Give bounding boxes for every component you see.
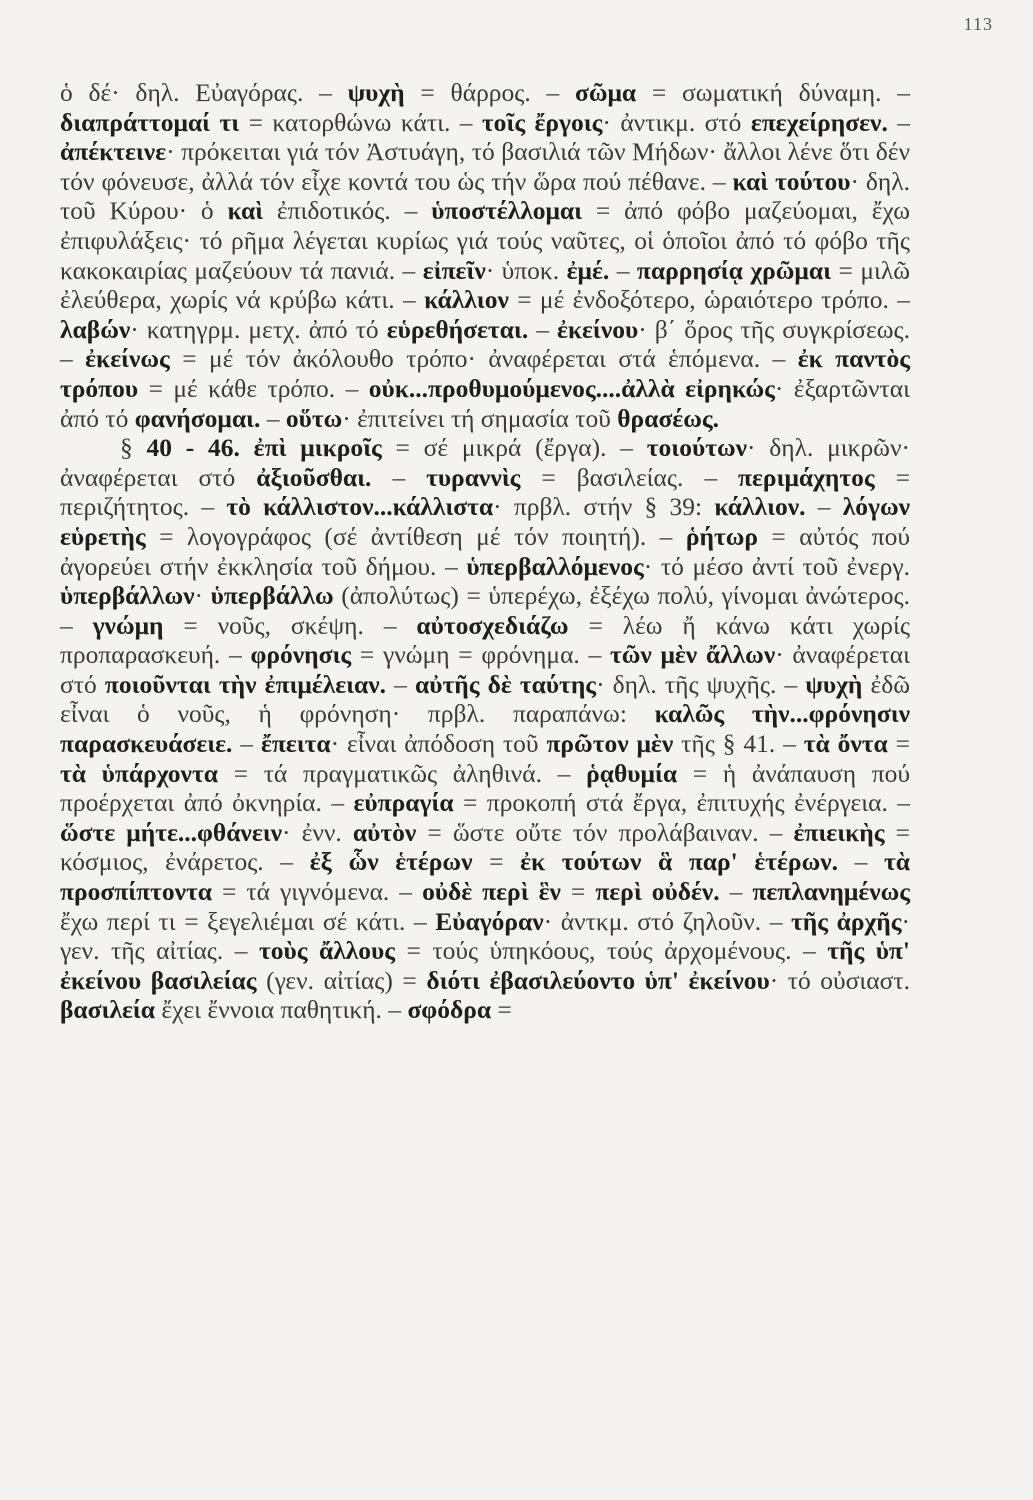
lemma-term: ἐκείνου: [556, 314, 639, 344]
lemma-term: τῆς ὑπ' ἐκείνου βασιλείας: [60, 936, 910, 995]
gloss-text: τῆς § 41. –: [673, 729, 804, 759]
gloss-text: · ἀναφέρεται στό: [60, 640, 910, 699]
gloss-text: · πρόκειται γιά τόν Ἀστυάγη, τό βασιλιά τῶν Μήδων· ἄλλοι λένε ὅτι δέν τόν φόνευσε, ἀλλά τόν εἶχε κοντά του ὡς τήν ὥρα πού πέθανε. –: [60, 137, 910, 196]
lemma-term: ψυχὴ: [347, 78, 405, 107]
lemma-term: ὑποστέλλομαι: [431, 196, 583, 226]
lemma-term: τυραννὶς: [426, 462, 521, 492]
lemma-term: ἐκ τούτων ἃ παρ' ἑτέρων.: [520, 847, 838, 877]
gloss-text: [240, 433, 254, 462]
lemma-term: πεπλανημένως: [752, 877, 910, 907]
lemma-term: τοὺς ἄλλους: [259, 936, 396, 966]
lemma-term: περὶ οὐδέν.: [595, 877, 720, 907]
gloss-text: = μέ κάθε τρόπο. –: [138, 373, 369, 403]
gloss-text: · τό μέσο ἀντί τοῦ ἐνεργ.: [643, 551, 910, 581]
gloss-text: –: [609, 255, 637, 285]
lemma-term: εὐπραγία: [353, 788, 454, 818]
gloss-text: = ὥστε οὔτε τόν προλάβαιναν. –: [416, 817, 794, 847]
gloss-text: = τούς ὑπηκόους, τούς ἀρχομένους. –: [395, 936, 828, 966]
gloss-text: = μέ ἐνδοξότερο, ὡραιότερο τρόπο. –: [508, 285, 910, 315]
lemma-term: πρῶτον μὲν: [546, 729, 674, 759]
gloss-text: = μέ τόν ἀκόλουθο τρόπο· ἀναφέρεται στά ἑπόμενα. –: [169, 344, 798, 374]
gloss-text: (γεν. αἰτίας) =: [256, 965, 427, 995]
lemma-term: τὰ προσπίπτοντα: [60, 847, 910, 907]
lemma-term: ψυχὴ: [805, 669, 863, 699]
gloss-text: –: [719, 877, 753, 907]
lemma-term: κάλλιον.: [714, 492, 806, 522]
commentary-text: [60, 78, 910, 1025]
gloss-text: –: [887, 107, 911, 137]
lemma-term: ἐκείνως: [85, 344, 170, 374]
gloss-text: · δηλ. μικρῶν· ἀναφέρεται στό: [60, 433, 910, 492]
gloss-text: · κατηγρμ. μετχ. ἀπό τό: [130, 314, 387, 344]
gloss-text: –: [805, 492, 843, 522]
lemma-term: τοῖς ἔργοις: [481, 107, 603, 137]
lemma-term: ἐκ παντὸς τρόπου: [60, 344, 910, 403]
lemma-term: ῥήτωρ: [685, 521, 758, 551]
gloss-text: =: [887, 729, 911, 759]
lemma-term: αὐτοσχεδιάζω: [416, 610, 569, 640]
lemma-term: ἐμέ.: [566, 255, 610, 285]
lemma-term: τοιούτων: [646, 433, 747, 463]
lemma-term: αὐτὸν: [352, 817, 417, 847]
lemma-term: διαπράττομαί τι: [60, 107, 240, 137]
gloss-text: = τά πραγματικῶς ἀληθινά. –: [217, 758, 587, 788]
gloss-text: · ὑποκ.: [485, 255, 567, 285]
lemma-term: καὶ: [227, 196, 264, 226]
lemma-term: ποιοῦνται τὴν ἐπιμέλειαν.: [104, 669, 387, 699]
lemma-term: τῶν μὲν ἄλλων: [609, 640, 776, 670]
gloss-text: =: [472, 847, 521, 877]
lemma-term: αὐτῆς δὲ ταύτης: [415, 669, 597, 699]
lemma-term: λαβών: [60, 314, 131, 344]
gloss-text: ὁ δέ· δηλ. Εὐαγόρας. –: [60, 78, 348, 107]
gloss-text: · ἀντκμ. στό ζηλοῦν. –: [543, 906, 792, 936]
lemma-term: Εὐαγόραν: [435, 906, 544, 936]
lemma-term: φανήσομαι.: [134, 403, 261, 433]
lemma-term: οὕτω: [285, 403, 343, 433]
gloss-text: –: [528, 314, 557, 344]
lemma-term: οὐκ...προθυμούμενος....ἀλλὰ εἰρηκώς: [368, 373, 775, 403]
lemma-term: φρόνησις: [250, 640, 352, 670]
lemma-term: ῥᾳθυμία: [586, 758, 678, 788]
gloss-text: · γεν. τῆς αἰτίας. –: [60, 906, 910, 966]
paragraph: [60, 78, 910, 433]
gloss-text: = τά γιγνόμενα. –: [211, 877, 423, 907]
lemma-term: καὶ τούτου: [732, 166, 851, 196]
gloss-text: = ἡ ἀνάπαυση πού προέρχεται ἀπό ὀκνηρία. –: [60, 758, 910, 818]
gloss-text: · ἐπιτείνει τή σημασία τοῦ: [342, 403, 618, 433]
gloss-text: §: [120, 433, 147, 463]
lemma-term: τὸ κάλλιστον...κάλλιστα: [226, 492, 494, 522]
lemma-term: περιμάχητος: [738, 462, 875, 492]
paragraph: [60, 433, 910, 1025]
gloss-text: · δηλ. τοῦ Κύρου· ὁ: [60, 166, 910, 226]
gloss-text: = περιζήτητος. –: [60, 462, 911, 522]
gloss-text: = κατορθώνω κάτι. –: [239, 107, 482, 137]
gloss-text: · ἀντικμ. στό: [602, 107, 751, 137]
lemma-term: επεχείρησεν.: [750, 107, 888, 137]
gloss-text: · β΄ ὅρος τῆς συγκρίσεως. –: [60, 314, 911, 374]
gloss-text: –: [837, 847, 884, 877]
lemma-term: τῆς ἀρχῆς: [791, 906, 902, 936]
gloss-text: = μιλῶ ἐλεύθερα, χωρίς νά κρύβω κάτι. –: [60, 255, 911, 315]
gloss-text: –: [260, 403, 286, 433]
lemma-term: ὑπερβάλλω: [210, 581, 334, 611]
gloss-text: = αὐτός πού ἀγορεύει στήν ἐκκλησία τοῦ δήμου. –: [60, 521, 910, 581]
gloss-text: · ἐνν.: [282, 817, 353, 847]
lemma-term: εὑρεθήσεται.: [386, 314, 529, 344]
lemma-term: ἐξ ὧν ἑτέρων: [309, 847, 473, 877]
gloss-text: = ἀπό φόβο μαζεύομαι, ἔχω ἐπιφυλάξεις· τό ρῆμα λέγεται κυρίως γιά τούς ναῦτες, οἱ ὁποῖοι ἀπό τό φόβο τῆς κακοκαιρίας μαζεύουν τά πανιά. –: [60, 196, 910, 285]
gloss-text: (ἀπολύτως) = ὑπερέχω, ἐξέχω πολύ, γίνομαι ἀνώτερος. –: [60, 581, 910, 640]
lemma-term: γνώμη: [92, 610, 164, 640]
lemma-term: οὐδὲ περὶ ἓν: [422, 877, 561, 907]
gloss-text: = λογογράφος (σέ ἀντίθεση μέ τόν ποιητή). –: [145, 521, 686, 551]
lemma-term: ἐπιεικὴς: [793, 817, 885, 847]
gloss-text: · τό οὐσιαστ.: [769, 965, 910, 995]
lemma-term: βασιλεία: [60, 995, 156, 1025]
gloss-text: ἐδῶ εἶναι ὁ νοῦς, ἡ φρόνηση· πρβλ. παραπάνω:: [60, 669, 911, 729]
gloss-text: ἔχω περί τι = ξεγελιέμαι σέ κάτι. –: [60, 906, 436, 936]
gloss-text: · πρβλ. στήν § 39:: [493, 492, 715, 522]
lemma-term: τὰ ὑπάρχοντα: [60, 758, 218, 788]
gloss-text: = λέω ἤ κάνω κάτι χωρίς προπαρασκευή. –: [60, 610, 910, 670]
lemma-term: ἀπέκτεινε: [60, 137, 167, 167]
lemma-term: σῶμα: [574, 78, 637, 107]
gloss-text: · δηλ. τῆς ψυχῆς. –: [596, 669, 806, 699]
gloss-text: ·: [194, 581, 211, 611]
lemma-term: κάλλιον: [424, 285, 509, 315]
gloss-text: = νοῦς, σκέψη. –: [163, 610, 417, 640]
gloss-text: –: [232, 729, 261, 759]
lemma-term: ὑπερβαλλόμενος: [466, 551, 644, 581]
lemma-term: σφόδρα: [407, 995, 492, 1025]
gloss-text: –: [371, 462, 427, 492]
gloss-text: ἐπιδοτικός. –: [263, 196, 432, 226]
lemma-term: 40 - 46.: [146, 433, 240, 463]
gloss-text: = θάρρος. –: [404, 78, 575, 107]
lemma-term: διότι ἐβασιλεύοντο ὑπ' ἐκείνου: [426, 965, 770, 995]
gloss-text: = προκοπή στά ἔργα, ἐπιτυχής ἐνέργεια. –: [453, 788, 910, 818]
gloss-text: = σέ μικρά (ἔργα). –: [381, 433, 647, 463]
gloss-text: = κόσμιος, ἐνάρετος. –: [60, 817, 910, 877]
lemma-term: παρρησίᾳ χρῶμαι: [636, 255, 832, 285]
gloss-text: –: [386, 669, 416, 699]
gloss-text: · ἐξαρτῶνται ἀπό τό: [60, 373, 910, 433]
lemma-term: ἀξιοῦσθαι.: [256, 462, 372, 492]
lemma-term: θρασέως.: [617, 403, 719, 433]
lemma-term: ἔπειτα: [260, 729, 331, 759]
lemma-term: εἰπεῖν: [422, 255, 486, 285]
lemma-term: ὥστε μήτε...φθάνειν: [60, 817, 283, 847]
lemma-term: λόγων εὑρετὴς: [60, 492, 910, 551]
gloss-text: = βασιλείας. –: [520, 462, 739, 492]
gloss-text: =: [491, 995, 512, 1025]
lemma-term: καλῶς τὴν...φρόνησιν παρασκευάσειε.: [60, 699, 910, 759]
page-number: 113: [963, 14, 993, 34]
lemma-term: τὰ ὄντα: [803, 729, 888, 759]
gloss-text: = σωματική δύναμη. –: [636, 78, 910, 107]
gloss-text: = γνώμη = φρόνημα. –: [351, 640, 610, 670]
lemma-term: ἐπὶ μικροῖς: [253, 433, 382, 463]
gloss-text: · εἶναι ἀπόδοση τοῦ: [330, 729, 547, 759]
gloss-text: =: [560, 877, 596, 907]
gloss-text: ἔχει ἔννοια παθητική. –: [155, 995, 408, 1025]
lemma-term: ὑπερβάλλων: [60, 581, 195, 611]
